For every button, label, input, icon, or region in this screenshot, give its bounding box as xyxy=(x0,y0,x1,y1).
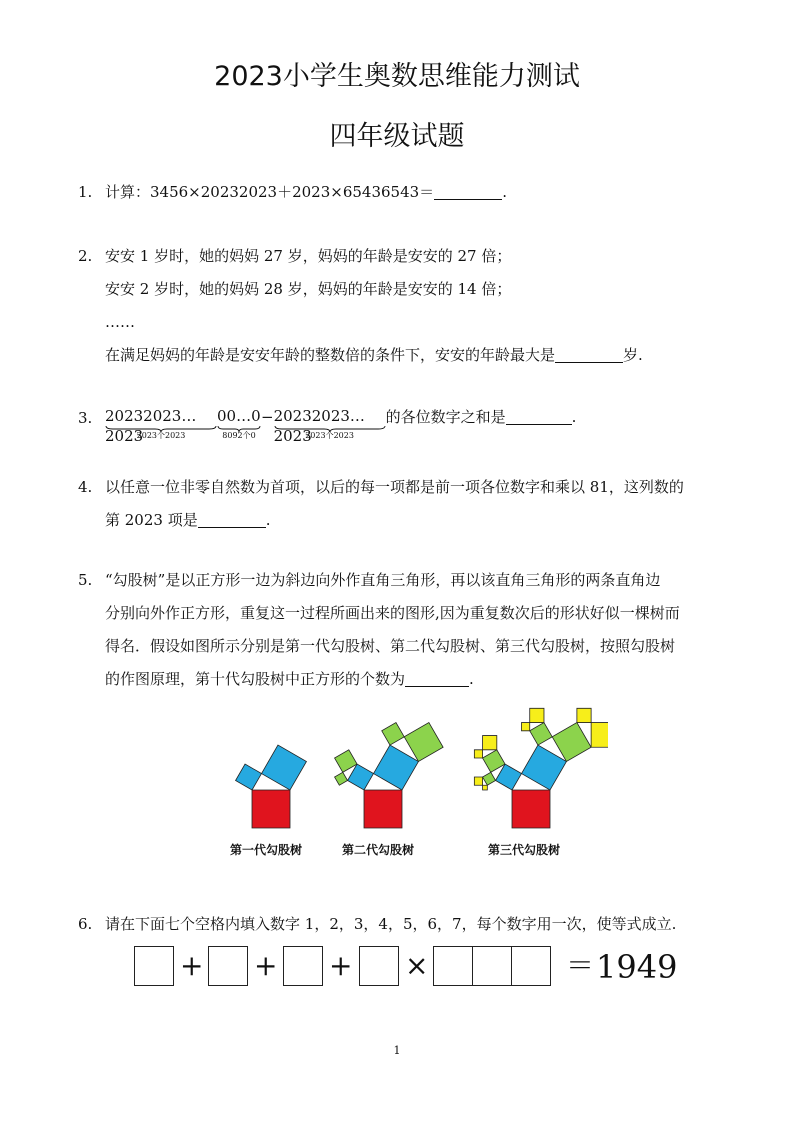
tree-label-gen2: 第二代勾股树 xyxy=(342,843,415,857)
answer-blank[interactable] xyxy=(198,509,266,528)
question-2: 2. 安安 1 岁时，她的妈妈 27 岁，妈妈的年龄是安安的 27 倍； 安安 2 岁时，她的妈妈 28 岁，妈妈的年龄是安安的 14 倍； …… 在满足妈妈的年龄是安安年龄的整数倍的条件下，安安的年龄最大是 岁. xyxy=(78,240,738,372)
times-sign: × xyxy=(405,949,429,982)
tree-square-gen1 xyxy=(522,745,567,790)
answer-blank[interactable] xyxy=(506,406,572,425)
digit-box-5[interactable] xyxy=(433,946,473,986)
tree-label-gen1: 第一代勾股树 xyxy=(230,843,303,857)
tree-label-gen3: 第三代勾股树 xyxy=(488,843,561,857)
answer-blank[interactable] xyxy=(434,181,502,200)
question-line: 第 2023 项是 xyxy=(105,511,198,529)
tree-square-gen0 xyxy=(512,790,550,828)
question-line: 安安 2 岁时，她的妈妈 28 岁，妈妈的年龄是安安的 14 倍； xyxy=(105,280,512,298)
question-text: 计算：3456×20232023＋2023×65436543＝ xyxy=(105,183,435,201)
question-1: 1. 计算：3456×20232023＋2023×65436543＝ . xyxy=(78,176,738,209)
tree-square-gen2 xyxy=(530,723,552,745)
plus-sign: + xyxy=(254,949,278,982)
digit-box-7[interactable] xyxy=(511,946,551,986)
tree-square-gen1 xyxy=(236,764,262,790)
question-4: 4. 以任意一位非零自然数为首项，以后的每一项都是前一项各位数字和乘以 81，这列数的 第 2023 项是 . xyxy=(78,471,738,537)
digit-box-2[interactable] xyxy=(208,946,248,986)
digit-box-4[interactable] xyxy=(359,946,399,986)
tree-square-gen1 xyxy=(374,745,419,790)
page-title: 2023小学生奥数思维能力测试 xyxy=(214,61,580,92)
tree-square-gen1 xyxy=(348,764,374,790)
underbrace-term-3: 20232023…2023 2023个2023 xyxy=(274,406,386,446)
digit-box-3[interactable] xyxy=(283,946,323,986)
question-line: 在满足妈妈的年龄是安安年龄的整数倍的条件下，安安的年龄最大是 xyxy=(105,346,556,364)
answer-blank[interactable] xyxy=(405,668,469,687)
tree-square-gen0 xyxy=(252,790,290,828)
question-number: 5. xyxy=(78,571,93,589)
tree-square-gen2 xyxy=(483,772,496,785)
tree-square-gen3 xyxy=(530,708,544,722)
plus-sign: + xyxy=(329,949,353,982)
question-line: 以任意一位非零自然数为首项，以后的每一项都是前一项各位数字和乘以 81，这列数的 xyxy=(105,478,684,496)
tree-square-gen2 xyxy=(335,772,348,785)
question-line: 分别向外作正方形，重复这一过程所画出来的图形,因为重复数次后的形状好似一棵树而 xyxy=(105,604,680,622)
question-line: 安安 1 岁时，她的妈妈 27 岁，妈妈的年龄是安安的 27 倍； xyxy=(105,247,512,265)
question-line: “勾股树”是以正方形一边为斜边向外作直角三角形，再以该直角三角形的两条直角边 xyxy=(105,571,661,589)
digit-box-6[interactable] xyxy=(472,946,512,986)
tree-square-gen2 xyxy=(483,750,505,772)
underbrace-term-1: 20232023…2023 2023个2023 xyxy=(105,406,217,446)
equals-sign: ＝ xyxy=(566,949,595,982)
tree-square-gen2 xyxy=(382,723,404,745)
tree-square-gen1 xyxy=(496,764,522,790)
plus-sign: + xyxy=(180,949,204,982)
question-text: 的各位数字之和是 xyxy=(385,408,506,426)
tree-square-gen3 xyxy=(483,736,497,750)
tree-square-gen3 xyxy=(522,723,530,731)
question-line: 的作图原理，第十代勾股树中正方形的个数为 xyxy=(105,670,406,688)
tree-square-gen1 xyxy=(262,745,307,790)
digit-box-1[interactable] xyxy=(134,946,174,986)
question-number: 4. xyxy=(78,478,93,496)
tree-square-gen2 xyxy=(552,723,591,762)
tree-square-gen3 xyxy=(483,785,488,790)
question-number: 2. xyxy=(78,247,93,265)
question-line: 得名．假设如图所示分别是第一代勾股树、第二代勾股树、第三代勾股树，按照勾股树 xyxy=(105,637,676,655)
tree-square-gen3 xyxy=(474,750,482,758)
equation-result: 1949 xyxy=(596,948,678,986)
underbrace-term-2: 00…0 8092个0 xyxy=(217,407,261,440)
answer-blank[interactable] xyxy=(555,344,623,363)
question-text: 请在下面七个空格内填入数字 1，2，3，4，5，6，7，每个数字用一次，使等式成立. xyxy=(105,915,677,933)
tree-square-gen2 xyxy=(404,723,443,762)
tree-square-gen0 xyxy=(364,790,402,828)
tree-square-gen3 xyxy=(474,777,482,785)
question-number: 3. xyxy=(78,409,93,427)
question-5: 5. “勾股树”是以正方形一边为斜边向外作直角三角形，再以该直角三角形的两条直角边 分别向外作正方形，重复这一过程所画出来的图形,因为重复数次后的形状好似一棵树而 得名．假设如图所示分别是第一代勾股树、第二代勾股树、第三代勾股树，按照勾股树 的作图原理，第十代勾股树中正方形的个数为 . xyxy=(78,564,738,696)
tree-square-gen2 xyxy=(335,750,357,772)
tree-square-gen3 xyxy=(577,708,591,722)
question-line: …… xyxy=(105,313,135,331)
page-subtitle: 四年级试题 xyxy=(329,121,465,152)
question-6 xyxy=(78,908,738,941)
question-3: 3. 20232023…2023 2023个2023 00…0 8092个0 − 20232023…2023 2023个2023 的各位数字之和是 . xyxy=(78,400,738,446)
question-number: 1. xyxy=(78,183,93,201)
question-number: 6. xyxy=(78,915,93,933)
page-number: 1 xyxy=(393,1044,401,1057)
tree-square-gen3 xyxy=(591,723,608,748)
